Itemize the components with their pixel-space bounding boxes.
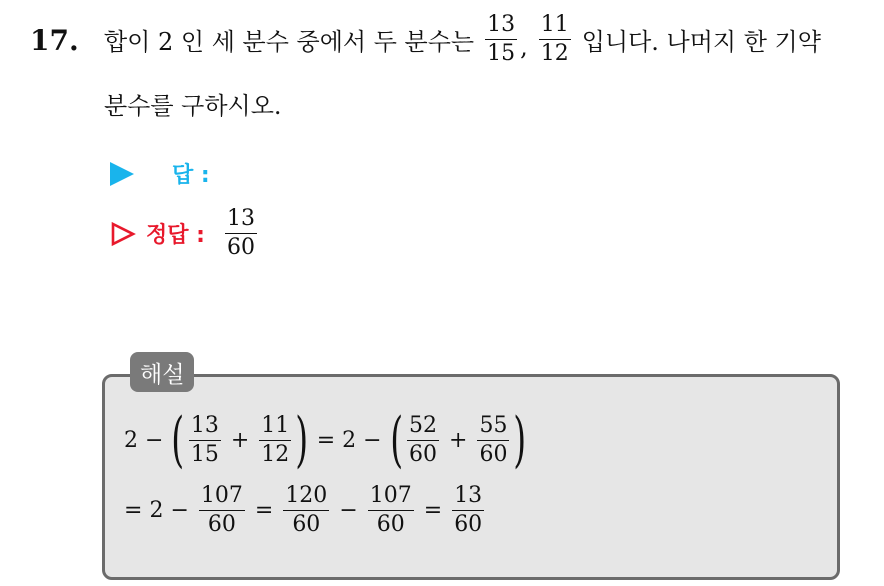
equals-sign: = <box>124 498 143 523</box>
fraction-denominator: 60 <box>292 512 321 537</box>
fraction-denominator: 12 <box>261 441 290 467</box>
question-text-before: 합이 2 인 세 분수 중에서 두 분수는 <box>104 28 475 56</box>
fraction-numerator: 107 <box>369 483 412 508</box>
minus-sign: − <box>145 427 164 453</box>
question-fraction-1 <box>485 14 517 65</box>
right-paren: ) <box>295 405 309 475</box>
solution-line-1 <box>124 405 528 475</box>
minus-sign: − <box>363 427 382 453</box>
fraction-denominator: 60 <box>376 512 405 537</box>
play-icon <box>110 162 134 186</box>
answer-row[interactable] <box>110 158 210 189</box>
plus-sign: + <box>449 427 468 453</box>
fraction-denominator: 15 <box>190 441 219 467</box>
question-line-1 <box>104 14 821 65</box>
minus-sign: − <box>170 498 189 523</box>
equals-sign: = <box>254 498 274 523</box>
left-paren: ( <box>389 405 403 475</box>
solution-fraction <box>259 412 291 467</box>
fraction-numerator: 13 <box>226 206 255 231</box>
solution-tag: 해설 <box>130 352 194 392</box>
fraction-numerator: 11 <box>261 412 290 438</box>
fraction-denominator: 60 <box>207 512 236 537</box>
answer-label: 답 : <box>172 163 210 188</box>
fraction-denominator: 15 <box>487 41 516 66</box>
solution-line-2 <box>124 485 487 536</box>
left-paren: ( <box>171 405 185 475</box>
solution-fraction <box>477 412 509 467</box>
question-fraction-2 <box>539 14 571 65</box>
solution-fraction <box>407 412 439 467</box>
solution-fraction <box>199 485 245 536</box>
equals-sign: = <box>423 498 443 523</box>
solution-fraction <box>368 485 414 536</box>
fraction-numerator: 13 <box>454 483 483 508</box>
correct-answer-fraction <box>225 208 257 259</box>
fraction-numerator: 120 <box>285 483 328 508</box>
question-number: 17. <box>30 24 79 57</box>
correct-answer-label: 정답 : <box>146 223 205 248</box>
correct-answer-row <box>110 208 260 259</box>
fraction-numerator: 13 <box>190 412 219 438</box>
fraction-numerator: 107 <box>200 483 243 508</box>
solution-fraction <box>189 412 221 467</box>
solution-term: 2 <box>124 427 138 453</box>
triangle-outline-icon <box>110 221 136 247</box>
fraction-denominator: 60 <box>479 441 508 467</box>
fraction-denominator: 60 <box>409 441 438 467</box>
fraction-denominator: 12 <box>540 41 569 66</box>
fraction-denominator: 60 <box>454 512 483 537</box>
solution-term: 2 <box>149 498 164 523</box>
fraction-denominator: 60 <box>226 235 255 260</box>
equals-sign: = <box>316 427 336 453</box>
right-paren: ) <box>513 405 527 475</box>
solution-term: 2 <box>342 427 357 453</box>
fraction-numerator: 13 <box>487 12 516 37</box>
minus-sign: − <box>339 498 358 523</box>
question-text-after: 입니다. 나머지 한 기약 <box>581 28 821 56</box>
question-line-2: 분수를 구하시오. <box>104 92 282 120</box>
plus-sign: + <box>230 427 250 453</box>
solution-fraction <box>452 485 484 536</box>
solution-fraction <box>283 485 329 536</box>
solution-box <box>102 374 840 580</box>
fraction-numerator: 55 <box>479 412 508 438</box>
question-comma: , <box>520 32 528 61</box>
fraction-numerator: 11 <box>540 12 569 37</box>
fraction-numerator: 52 <box>409 412 438 438</box>
